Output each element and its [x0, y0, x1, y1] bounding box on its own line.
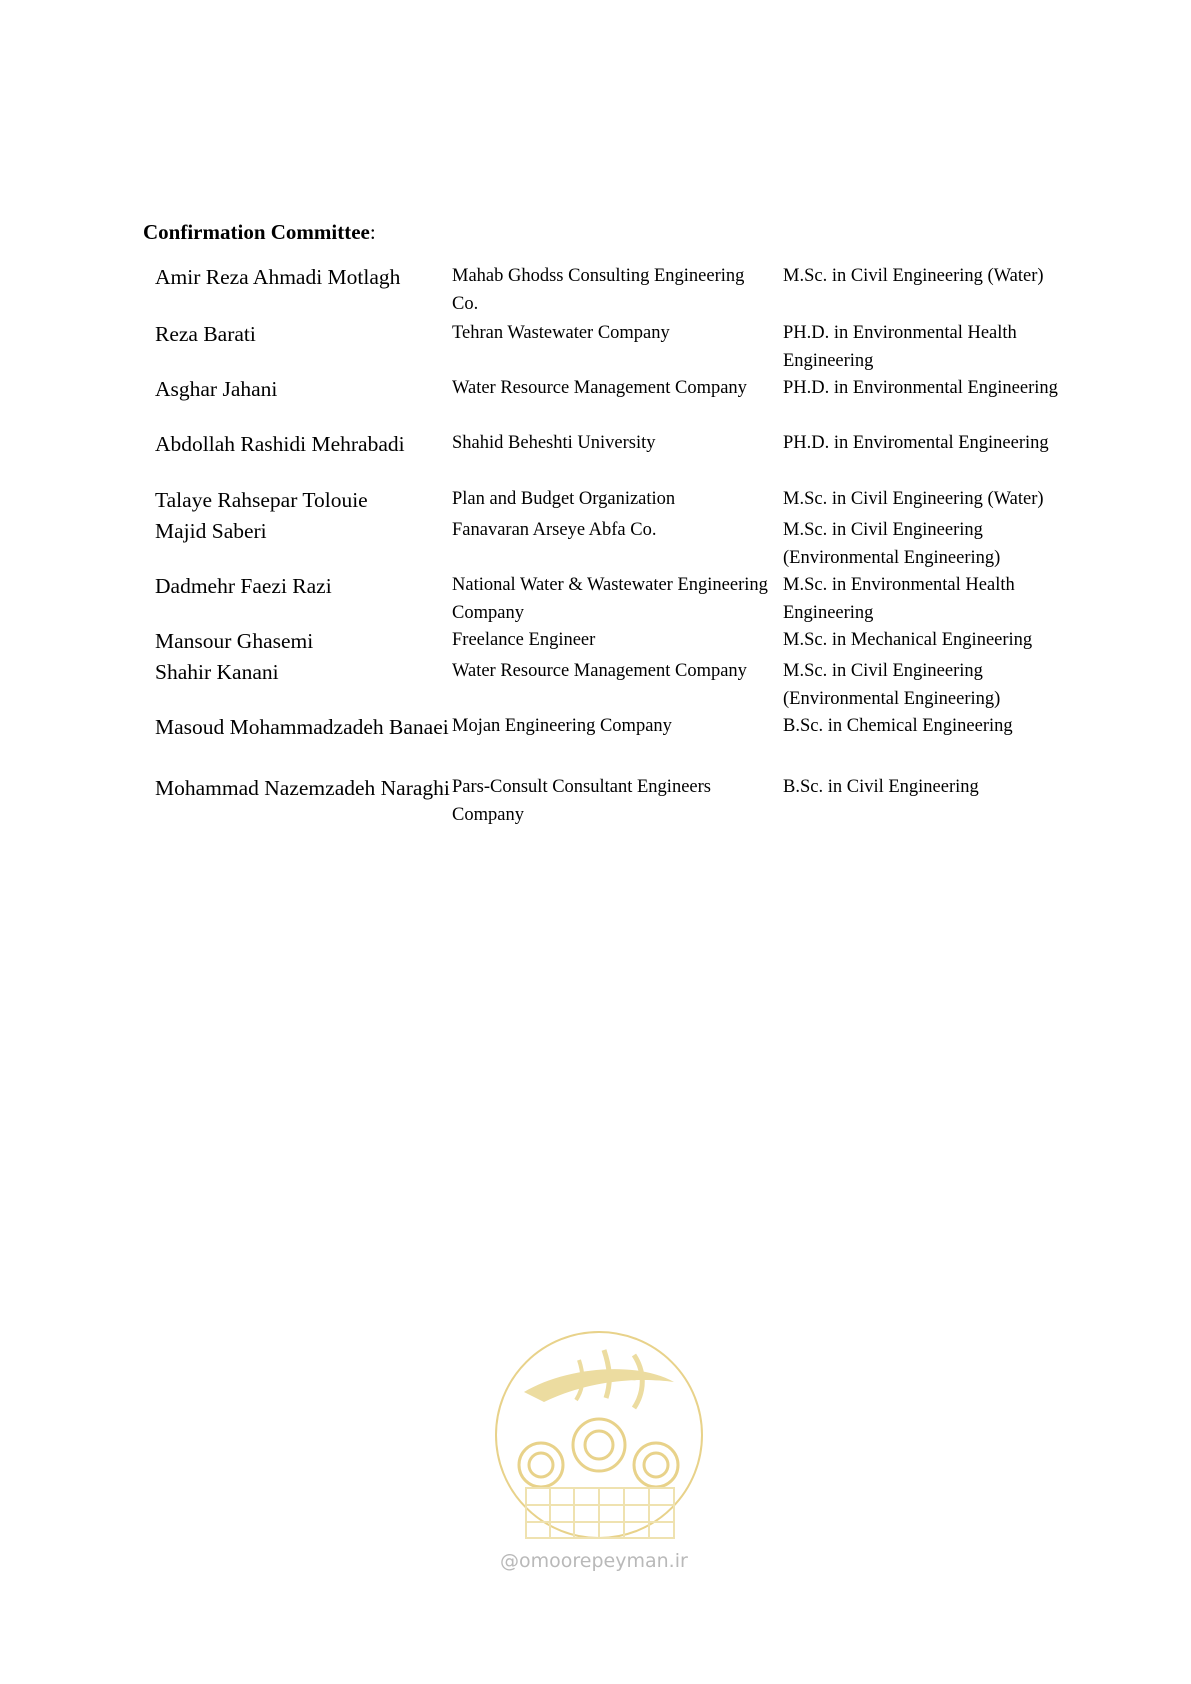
seal-graphic — [484, 1320, 714, 1580]
center-gear — [573, 1419, 625, 1471]
member-organization: Pars-Consult Consultant Engineers Company — [452, 777, 711, 825]
committee-row — [155, 516, 1095, 571]
member-degree: B.Sc. in Chemical Engineering — [783, 716, 1013, 736]
member-organization: Fanavaran Arseye Abfa Co. — [452, 520, 657, 540]
committee-row — [155, 657, 1095, 712]
member-name: Mansour Ghasemi — [155, 629, 314, 653]
page-title-text: Confirmation Committee — [143, 220, 370, 244]
member-name: Masoud Mohammadzadeh Banaei — [155, 715, 449, 739]
member-degree: PH.D. in Environmental Engineering — [783, 378, 1058, 398]
committee-row — [155, 262, 1095, 319]
omoorepeyman-seal-icon — [484, 1320, 714, 1580]
member-name: Talaye Rahsepar Tolouie — [155, 488, 368, 512]
member-degree: M.Sc. in Civil Engineering (Water) — [783, 266, 1044, 286]
member-organization: National Water & Wastewater Engineering Company — [452, 575, 768, 623]
committee-row — [155, 485, 1095, 516]
committee-row — [155, 571, 1095, 626]
member-organization: Mahab Ghodss Consulting Engineering Co. — [452, 266, 745, 314]
member-degree: PH.D. in Enviromental Engineering — [783, 433, 1049, 453]
member-degree: B.Sc. in Civil Engineering — [783, 777, 979, 797]
committee-row — [155, 374, 1095, 429]
center-gear-hub — [585, 1431, 613, 1459]
member-degree: M.Sc. in Civil Engineering (Environmental Engineering) — [783, 661, 1001, 709]
member-organization: Tehran Wastewater Company — [452, 323, 670, 343]
member-name: Shahir Kanani — [155, 660, 279, 684]
member-organization: Freelance Engineer — [452, 630, 596, 650]
member-organization: Shahid Beheshti University — [452, 433, 656, 453]
right-gear-hub — [644, 1453, 668, 1477]
page-title-colon: : — [369, 220, 376, 244]
right-gear — [634, 1443, 678, 1487]
committee-row — [155, 319, 1095, 374]
member-degree: M.Sc. in Environmental Health Engineering — [783, 575, 1015, 623]
committee-row — [155, 773, 1095, 835]
member-degree: M.Sc. in Mechanical Engineering — [783, 630, 1033, 650]
member-name: Majid Saberi — [155, 519, 267, 543]
member-name: Mohammad Nazemzadeh Naraghi — [155, 776, 450, 800]
member-name: Abdollah Rashidi Mehrabadi — [155, 432, 405, 456]
page-title — [143, 219, 376, 245]
member-organization: Plan and Budget Organization — [452, 489, 676, 509]
member-name: Dadmehr Faezi Razi — [155, 574, 332, 598]
member-organization: Water Resource Management Company — [452, 661, 747, 681]
member-organization: Mojan Engineering Company — [452, 716, 672, 736]
member-name: Reza Barati — [155, 322, 256, 346]
committee-table — [155, 262, 1095, 835]
committee-row — [155, 712, 1095, 773]
member-name: Amir Reza Ahmadi Motlagh — [155, 265, 401, 289]
left-gear — [519, 1443, 563, 1487]
member-degree: M.Sc. in Civil Engineering (Water) — [783, 489, 1044, 509]
member-organization: Water Resource Management Company — [452, 378, 747, 398]
seal-grid — [526, 1488, 674, 1538]
seal-calligraphy-stroke — [524, 1369, 674, 1402]
seal-calligraphy-letter — [634, 1355, 642, 1408]
watermark-url: @omoorepeyman.ir — [500, 1550, 688, 1572]
left-gear-hub — [529, 1453, 553, 1477]
member-degree: PH.D. in Environmental Health Engineering — [783, 323, 1017, 371]
member-degree: M.Sc. in Civil Engineering (Environmental Engineering) — [783, 520, 1001, 568]
committee-row — [155, 626, 1095, 657]
member-name: Asghar Jahani — [155, 377, 278, 401]
committee-row — [155, 429, 1095, 485]
